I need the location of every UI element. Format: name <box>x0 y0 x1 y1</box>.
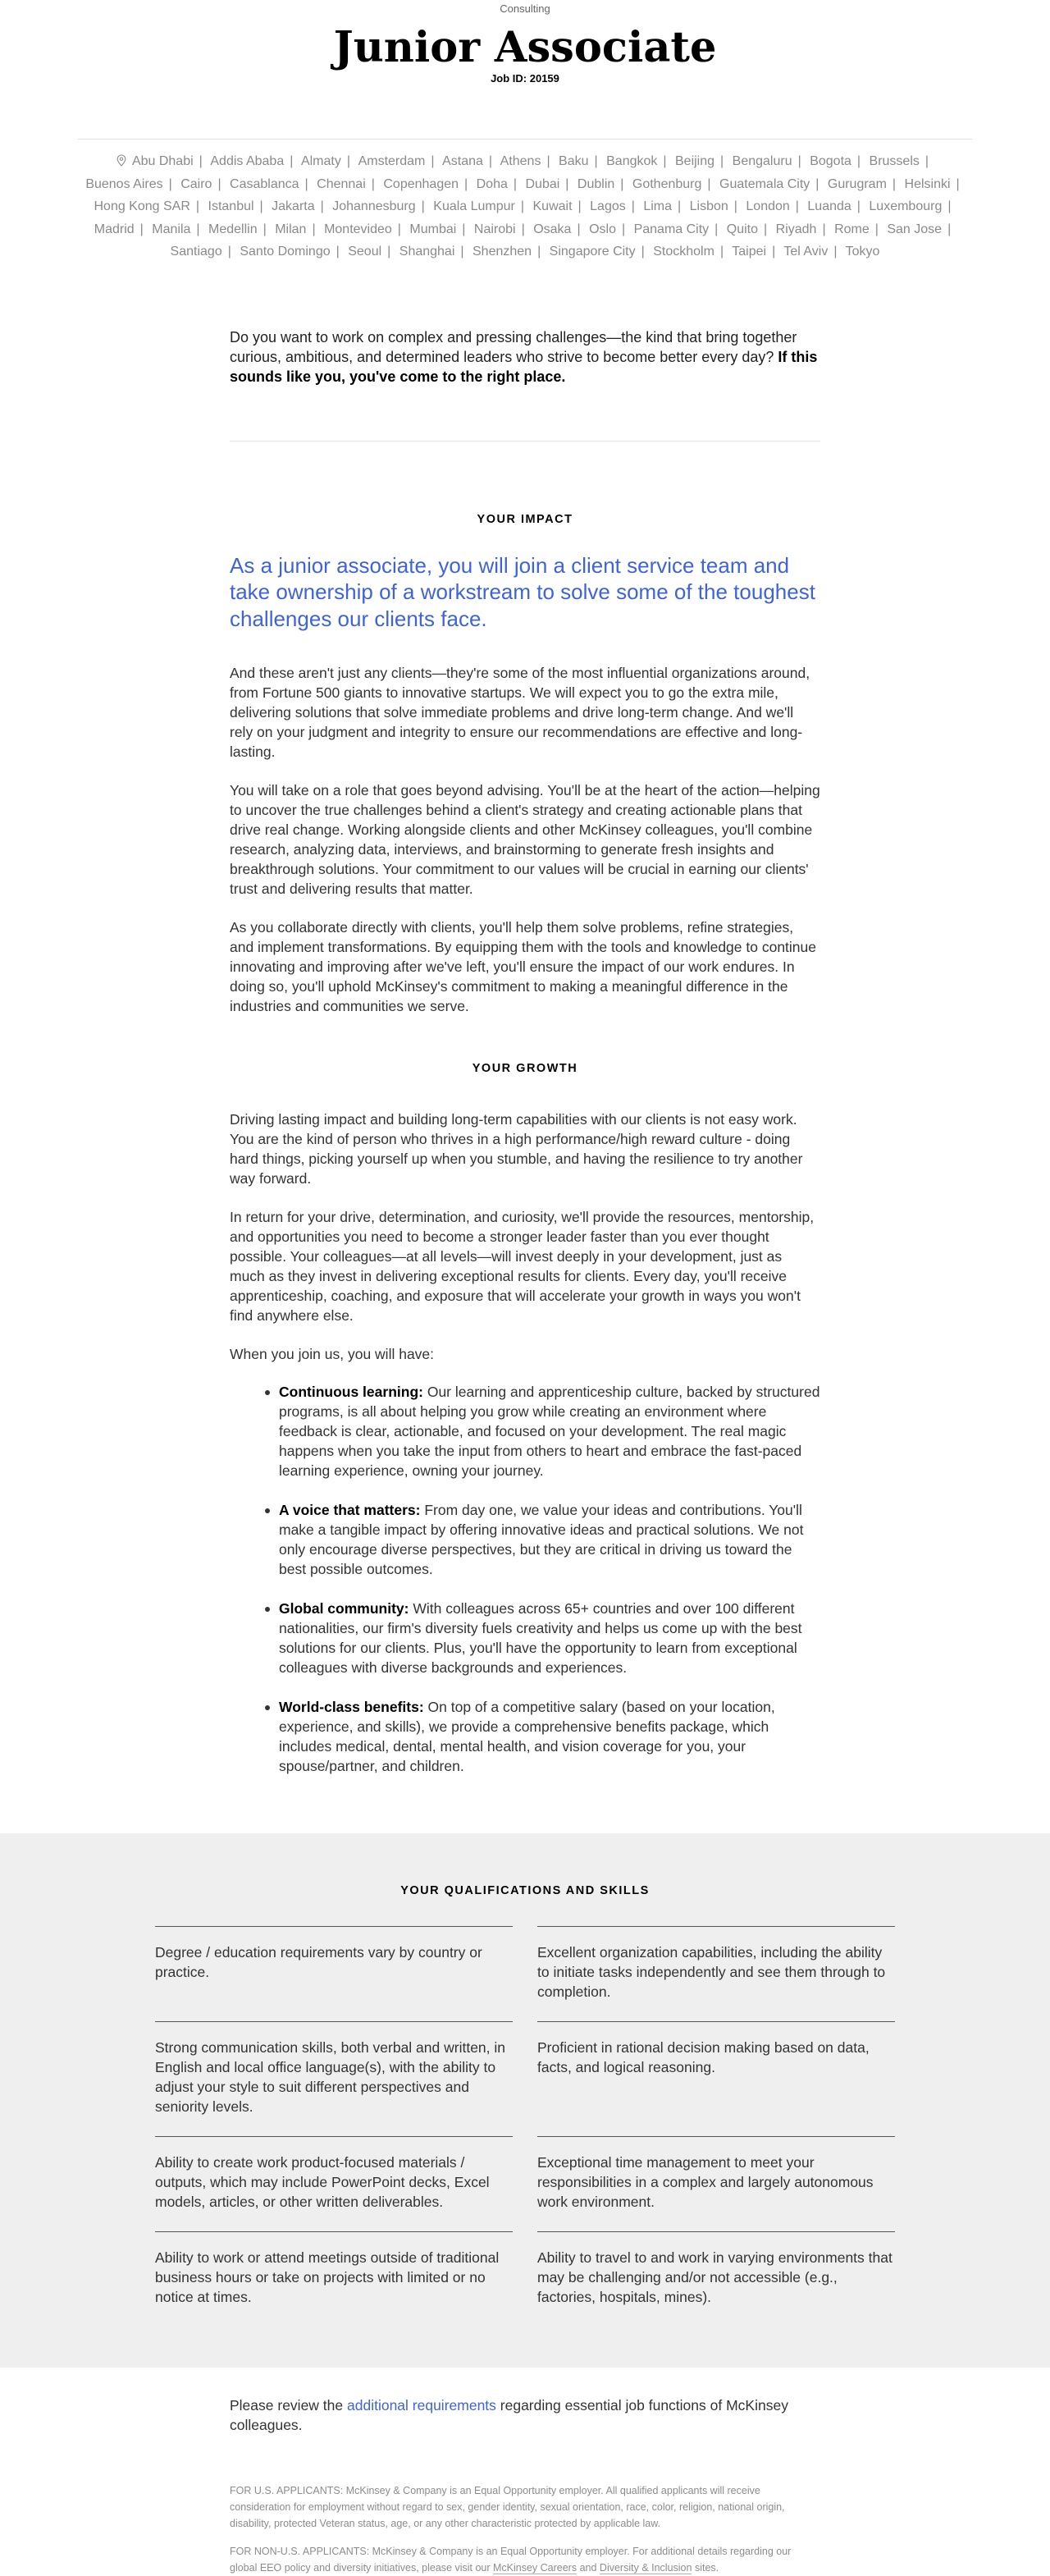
impact-paragraph: As you collaborate directly with clients, you'll help them solve problems, refine strategies, and implement transformations. By equipping them with the tools and knowledge to continue innovating and improving after we've left, you'll ensure the impact of our work endures. In doing so, you'll uphold McKinsey's commitment to making a meaningful difference in the industries and communities we serve. <box>230 919 817 1014</box>
location-separator: | <box>892 176 897 191</box>
location-link[interactable]: Gurugram <box>827 176 887 191</box>
location-link[interactable]: Brussels <box>869 154 920 168</box>
location-link[interactable]: Lagos <box>590 199 626 213</box>
location-link[interactable]: Amsterdam <box>358 154 426 168</box>
location-link[interactable]: Almaty <box>300 154 341 168</box>
location-separator: | <box>421 199 425 213</box>
location-separator: | <box>196 222 200 236</box>
location-separator: | <box>620 176 624 191</box>
location-separator: | <box>217 176 221 191</box>
benefit-continuous-learning <box>279 1382 820 1480</box>
location-separator: | <box>956 176 960 191</box>
location-separator: | <box>924 154 929 168</box>
growth-heading: YOUR GROWTH <box>472 1062 578 1075</box>
intro-paragraph <box>230 327 820 387</box>
location-separator: | <box>521 222 525 236</box>
diversity-inclusion-link[interactable]: Diversity & Inclusion <box>599 2562 692 2574</box>
qualification-item: Ability to work or attend meetings outside of traditional business hours or take on projects with limited or no notice at times. <box>155 2231 513 2327</box>
location-separator: | <box>856 199 861 213</box>
location-link[interactable]: Medellin <box>208 222 258 236</box>
location-link[interactable]: Montevideo <box>324 222 392 236</box>
location-separator: | <box>431 154 435 168</box>
location-separator: | <box>947 222 952 236</box>
benefit-text: From day one, we value your ideas and contributions. You'll make a tangible impact by offering innovative ideas and practical solutions. We not only encourage diverse perspectives, but they are critical in driving us toward the best possible outcomes. <box>279 1502 804 1577</box>
location-link[interactable]: Buenos Aires <box>85 176 163 191</box>
legal-text: and <box>577 2562 600 2574</box>
location-separator: | <box>227 245 231 259</box>
location-separator: | <box>312 222 316 236</box>
location-separator: | <box>520 199 525 213</box>
benefit-title: Continuous learning: <box>279 1384 423 1400</box>
growth-section <box>230 1062 820 1776</box>
impact-section <box>230 513 820 1017</box>
intro-emphasis: If this sounds like you, you've come to the right place. <box>230 348 818 385</box>
location-separator: | <box>733 199 737 213</box>
location-link[interactable]: Tel Aviv <box>783 245 829 259</box>
location-separator: | <box>714 222 719 236</box>
location-separator: | <box>874 222 879 236</box>
benefit-title: Global community: <box>279 1600 409 1617</box>
impact-paragraph: And these aren't just any clients—they're some of the most influential organizations around, from Fortune 500 giants to innovative startups. We will expect you to go the extra mile, delivering solutions that solve immediate problems and drive long-term change. And we'll rely on your judgment and integrity to ensure our recommendations are effective and long-lasting. <box>230 665 810 760</box>
qualifications-section <box>0 1833 1050 2368</box>
legal-text: sites. <box>692 2562 719 2574</box>
location-separator: | <box>546 154 550 168</box>
location-link[interactable]: Stockholm <box>653 245 714 259</box>
location-link[interactable]: Shanghai <box>399 245 455 259</box>
location-link[interactable]: Bengaluru <box>732 154 792 168</box>
job-description <box>230 327 820 1777</box>
benefit-global-community <box>279 1599 820 1677</box>
benefit-text: On top of a competitive salary (based on your location, experience, and skills), we provide a comprehensive benefits package, which includes medical, dental, mental health, and vision coverage for you, your spouse/partner, and children. <box>279 1699 775 1774</box>
location-link[interactable]: Rome <box>834 222 870 236</box>
location-separator: | <box>397 222 401 236</box>
qualification-item: Strong communication skills, both verbal and written, in English and local office language(s), with the ability to adjust your style to suit different perspectives and seniority levels. <box>155 2021 513 2136</box>
location-link[interactable]: Santo Domingo <box>240 245 331 259</box>
location-separator: | <box>707 176 711 191</box>
location-separator: | <box>594 154 598 168</box>
location-link[interactable]: Madrid <box>94 222 135 236</box>
location-link[interactable]: Lima <box>643 199 673 213</box>
location-separator: | <box>259 199 263 213</box>
location-link[interactable]: Kuala Lumpur <box>433 199 515 213</box>
location-link[interactable]: Jakarta <box>272 199 315 213</box>
location-separator: | <box>833 245 838 259</box>
posting-footer <box>230 2395 820 2576</box>
location-link[interactable]: Athens <box>500 154 541 168</box>
location-link[interactable]: Lisbon <box>689 199 728 213</box>
location-separator: | <box>304 176 308 191</box>
location-link[interactable]: Addis Ababa <box>210 154 285 168</box>
location-link[interactable]: Bangkok <box>606 154 658 168</box>
section-divider <box>230 441 820 442</box>
location-link[interactable]: San Jose <box>887 222 943 236</box>
location-separator: | <box>336 245 340 259</box>
location-link[interactable]: Cairo <box>180 176 212 191</box>
location-separator: | <box>856 154 861 168</box>
impact-heading: YOUR IMPACT <box>477 512 573 526</box>
review-text: regarding essential job functions of McKinsey colleagues. <box>230 2397 788 2433</box>
location-separator: | <box>290 154 294 168</box>
benefit-title: World-class benefits: <box>279 1699 424 1715</box>
location-link[interactable]: Guatemala City <box>719 176 810 191</box>
location-link[interactable]: Helsinki <box>904 176 951 191</box>
location-link[interactable]: Kuwait <box>532 199 573 213</box>
location-separator: | <box>488 154 493 168</box>
location-separator: | <box>772 245 776 259</box>
location-separator: | <box>578 199 582 213</box>
location-link[interactable]: Astana <box>442 154 483 168</box>
benefits-intro: When you join us, you will have: <box>230 1346 435 1362</box>
location-separator: | <box>663 154 667 168</box>
benefit-title: A voice that matters: <box>279 1502 421 1518</box>
location-separator: | <box>797 154 801 168</box>
location-separator: | <box>641 245 645 259</box>
location-link[interactable]: Panama City <box>633 222 710 236</box>
benefit-text: With colleagues across 65+ countries and over 100 different nationalities, our firm's diversity fuels creativity and helps us come up with the best solutions for our clients. Plus, you'll have the opportunity to learn from exceptional colleagues with diverse backgrounds and experiences. <box>279 1600 802 1676</box>
location-separator: | <box>320 199 324 213</box>
location-link[interactable]: Oslo <box>589 222 616 236</box>
benefit-text: Our learning and apprenticeship culture, backed by structured programs, is all about helping you grow while creating an environment where feedback is clear, actionable, and focused on your development. The real magic happens when you take the input from others to heart and embrace the fast-paced learning experience, owning your journey. <box>279 1384 820 1479</box>
location-link[interactable]: Doha <box>476 176 508 191</box>
benefit-voice-that-matters <box>279 1500 820 1579</box>
location-separator: | <box>387 245 391 259</box>
impact-highlight: As a junior associate, you will join a client service team and take ownership of a workstream to solve some of the toughest challenges our clients face. <box>230 552 815 631</box>
location-link[interactable]: Tokyo <box>845 245 880 259</box>
legal-text: FOR NON-U.S. APPLICANTS: McKinsey & Company is an Equal Opportunity employer. For additional details regarding our global EEO policy and diversity initiatives, please visit our <box>230 2546 792 2574</box>
us-eeo-statement: FOR U.S. APPLICANTS: McKinsey & Company is an Equal Opportunity employer. All qualified applicants will receive consideration for employment without regard to sex, gender identity, sexual orientation, race, color, religion, national origin, disability, protected Veteran status, age, or any other characteristic protected by applicable law. <box>230 2485 785 2529</box>
qualifications-heading: YOUR QUALIFICATIONS AND SKILLS <box>400 1884 650 1897</box>
location-link[interactable]: Seoul <box>348 245 382 259</box>
non-us-eeo-statement <box>230 2543 820 2576</box>
location-link[interactable]: Mumbai <box>409 222 457 236</box>
location-link[interactable]: Dublin <box>577 176 615 191</box>
intro-text: Do you want to work on complex and pressing challenges—the kind that bring together curious, ambitious, and determined leaders who strive to become better every day? <box>230 328 797 365</box>
location-separator: | <box>139 222 144 236</box>
location-link[interactable]: Luanda <box>807 199 851 213</box>
location-separator: | <box>947 199 952 213</box>
location-separator: | <box>195 199 200 213</box>
qualification-item: Ability to travel to and work in varying environments that may be challenging and/or not accessible (e.g., factories, hospitals, mines). <box>537 2231 895 2327</box>
qualification-item: Excellent organization capabilities, including the ability to initiate tasks independently and see them through to completion. <box>537 1926 895 2021</box>
qualification-item: Proficient in rational decision making based on data, facts, and logical reasoning. <box>537 2021 895 2136</box>
job-header <box>0 0 1050 85</box>
location-link[interactable]: Dubai <box>525 176 560 191</box>
job-id: Job ID: 20159 <box>491 72 559 85</box>
location-link[interactable]: Nairobi <box>473 222 516 236</box>
location-separator: | <box>795 199 799 213</box>
benefits-list <box>230 1382 820 1776</box>
location-separator: | <box>462 222 466 236</box>
location-separator: | <box>815 176 819 191</box>
location-separator: | <box>371 176 375 191</box>
location-separator: | <box>678 199 682 213</box>
qualification-item: Exceptional time management to meet your responsibilities in a complex and largely autonomous work environment. <box>537 2136 895 2231</box>
location-link[interactable]: Manila <box>152 222 191 236</box>
locations-list <box>78 139 972 263</box>
location-link[interactable]: Riyadh <box>775 222 817 236</box>
location-separator: | <box>719 245 724 259</box>
location-separator: | <box>621 222 626 236</box>
location-link[interactable]: Shenzhen <box>472 245 532 259</box>
location-link[interactable]: Hong Kong SAR <box>94 199 190 213</box>
location-separator: | <box>464 176 468 191</box>
location-link[interactable]: Beijing <box>675 154 715 168</box>
location-link[interactable]: London <box>746 199 790 213</box>
location-link[interactable]: Baku <box>559 154 589 168</box>
benefit-world-class-benefits <box>279 1697 820 1776</box>
additional-requirements-link[interactable]: additional requirements <box>347 2397 496 2414</box>
location-link[interactable]: Quito <box>726 222 759 236</box>
location-separator: | <box>764 222 768 236</box>
location-link[interactable]: Gothenburg <box>632 176 702 191</box>
review-text: Please review the <box>230 2397 347 2414</box>
growth-paragraph: Driving lasting impact and building long-term capabilities with our clients is not easy work. You are the kind of person who thrives in a high performance/high reward culture - doing hard things, picking yourself up when you stumble, and having the resilience to try another way forward. <box>230 1111 803 1187</box>
location-link[interactable]: Istanbul <box>208 199 254 213</box>
location-separator: | <box>460 245 464 259</box>
location-link[interactable]: Osaka <box>533 222 572 236</box>
location-separator: | <box>720 154 724 168</box>
additional-requirements-note <box>230 2395 820 2435</box>
practice-eyebrow: Consulting <box>500 2 550 15</box>
location-separator: | <box>199 154 203 168</box>
mckinsey-careers-link[interactable]: McKinsey Careers <box>492 2562 578 2574</box>
qualification-item: Ability to create work product-focused materials / outputs, which may include PowerPoint decks, Excel models, articles, or other written deliverables. <box>155 2136 513 2231</box>
location-link[interactable]: Singapore City <box>549 245 636 259</box>
location-pin-icon <box>116 154 126 167</box>
location-separator: | <box>537 245 541 259</box>
location-link[interactable]: Johannesburg <box>332 199 416 213</box>
location-separator: | <box>577 222 581 236</box>
location-separator: | <box>822 222 826 236</box>
location-separator: | <box>513 176 518 191</box>
location-link[interactable]: Milan <box>275 222 307 236</box>
location-link[interactable]: Copenhagen <box>383 176 459 191</box>
location-link[interactable]: Chennai <box>317 176 366 191</box>
location-separator: | <box>631 199 635 213</box>
location-link[interactable]: Casablanca <box>230 176 299 191</box>
location-link[interactable]: Santiago <box>170 245 222 259</box>
impact-paragraph: You will take on a role that goes beyond advising. You'll be at the heart of the action—helping to uncover the true challenges behind a client's strategy and creating actionable plans that drive real change. Working alongside clients and other McKinsey colleagues, you'll combine research, analyzing data, interviews, and brainstorming to generate fresh insights and breakthrough solutions. Your commitment to our values will be crucial in earning our clients' trust and delivering results that matter. <box>230 782 820 897</box>
growth-paragraph: In return for your drive, determination, and curiosity, we'll provide the resources, mentorship, and opportunities you need to become a stronger leader faster than you ever thought possible. Your colleagues—at all levels—will invest deeply in your development, just as much as they invest in delivering exceptional results for clients. Every day, you'll receive apprenticeship, coaching, and exposure that will accelerate your growth in ways you won't find anywhere else. <box>230 1209 815 1324</box>
job-title: Junior Associate <box>333 23 717 72</box>
location-link[interactable]: Luxembourg <box>869 199 943 213</box>
qualification-item: Degree / education requirements vary by country or practice. <box>155 1926 513 2021</box>
qualifications-grid <box>155 1926 895 2327</box>
location-separator: | <box>565 176 569 191</box>
location-separator: | <box>262 222 267 236</box>
location-separator: | <box>168 176 172 191</box>
location-link[interactable]: Bogota <box>810 154 851 168</box>
location-link[interactable]: Abu Dhabi <box>131 154 194 168</box>
location-separator: | <box>346 154 351 168</box>
location-link[interactable]: Taipei <box>732 245 767 259</box>
